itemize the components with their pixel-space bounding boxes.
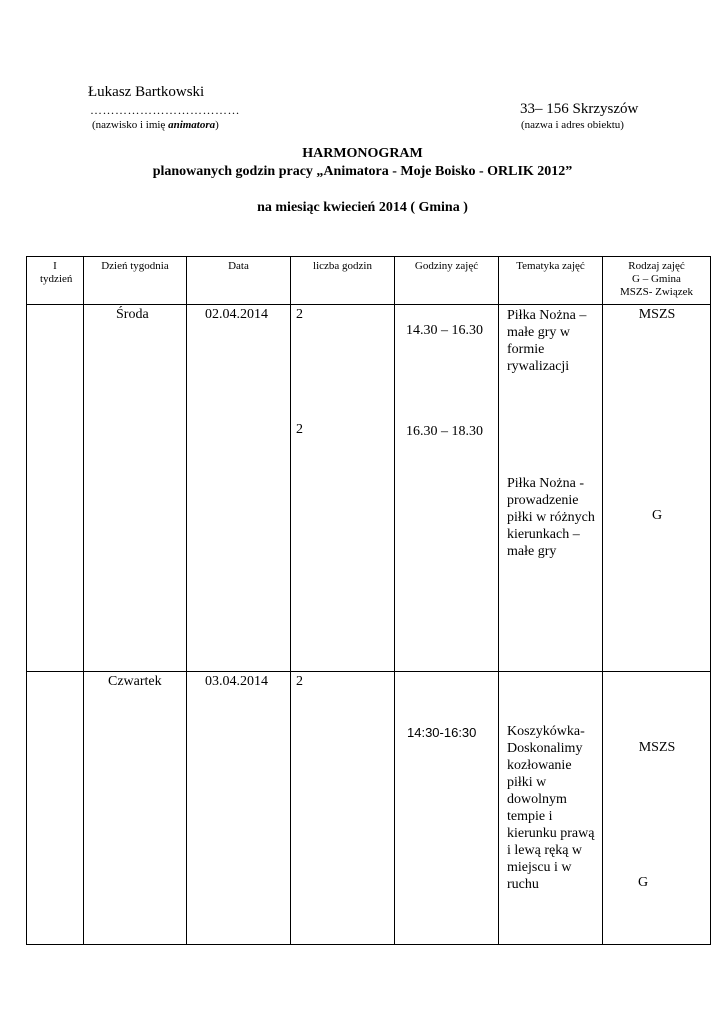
topic-1: Piłka Nożna – małe gry w formie rywalizacji [507, 308, 587, 374]
type-cell [603, 305, 711, 672]
table-row [27, 672, 711, 945]
topic-cell [499, 672, 603, 945]
date-text: 02.04.2014 [205, 307, 268, 322]
animator-name: Łukasz Bartkowski [88, 84, 205, 100]
name-caption-emphasis: animatora [168, 119, 216, 131]
header-type-line1: Rodzaj zajęć [628, 260, 685, 272]
header-week: I tydzień [27, 257, 84, 305]
schedule-table-wrapper [26, 256, 711, 945]
header-type-line2: G – Gmina [632, 273, 681, 285]
header-day: Dzień tygodnia [84, 257, 187, 305]
header-type [603, 257, 711, 305]
hours-range-1: 14.30 – 16.30 [406, 323, 483, 338]
hours-count-2: 2 [296, 422, 303, 437]
type-1: MSZS [638, 740, 676, 755]
day-text: Czwartek [108, 674, 162, 689]
day-cell [84, 672, 187, 945]
day-text: Środa [116, 307, 149, 322]
hours-count-1: 2 [296, 674, 303, 689]
type-cell [603, 672, 711, 945]
hours-range-2: 16.30 – 18.30 [406, 424, 483, 439]
header-type-line3: MSZS- Związek [619, 286, 693, 298]
table-header-row [27, 257, 711, 305]
hours-cell [395, 672, 499, 945]
schedule-table [26, 256, 711, 945]
type-2: G [637, 875, 649, 890]
hours-range-1: 14:30-16:30 [407, 725, 477, 740]
topic-1: Koszykówka- Doskonalimy kozłowanie piłki w dowolnym tempie i kierunku prawą i lewą ręką w miejscu i w ruchu [507, 724, 595, 892]
hours-count-cell [291, 672, 395, 945]
name-dotted-line: ……………………………… [90, 103, 240, 117]
header-hours: Godziny zajęć [395, 257, 499, 305]
header-date: Data [187, 257, 291, 305]
topic-2: Piłka Nożna - prowadzenie piłki w różnych kierunkach – małe gry [507, 476, 595, 559]
week-cell [27, 672, 84, 945]
date-cell [187, 305, 291, 672]
header-topic: Tematyka zajęć [499, 257, 603, 305]
date-cell [187, 672, 291, 945]
day-cell [84, 305, 187, 672]
document-title: HARMONOGRAM [302, 146, 423, 161]
table-row [27, 305, 711, 672]
topic-cell [499, 305, 603, 672]
name-caption-post: ) [215, 119, 219, 131]
hours-cell [395, 305, 499, 672]
header-hours-count: liczba godzin [291, 257, 395, 305]
name-caption-pre: (nazwisko i imię [92, 119, 169, 131]
document-subtitle: planowanych godzin pracy „Animatora - Moje Boisko - ORLIK 2012” [152, 164, 573, 179]
hours-count-1: 2 [296, 307, 303, 322]
week-cell [27, 305, 84, 672]
document-period: na miesiąc kwiecień 2014 ( Gmina ) [257, 200, 468, 215]
address-caption: (nazwa i adres obiektu) [521, 119, 624, 131]
name-caption [92, 119, 219, 131]
facility-address: 33– 156 Skrzyszów [520, 101, 639, 117]
type-2: G [651, 508, 663, 523]
hours-count-cell [291, 305, 395, 672]
date-text: 03.04.2014 [205, 674, 268, 689]
type-1: MSZS [638, 307, 676, 322]
